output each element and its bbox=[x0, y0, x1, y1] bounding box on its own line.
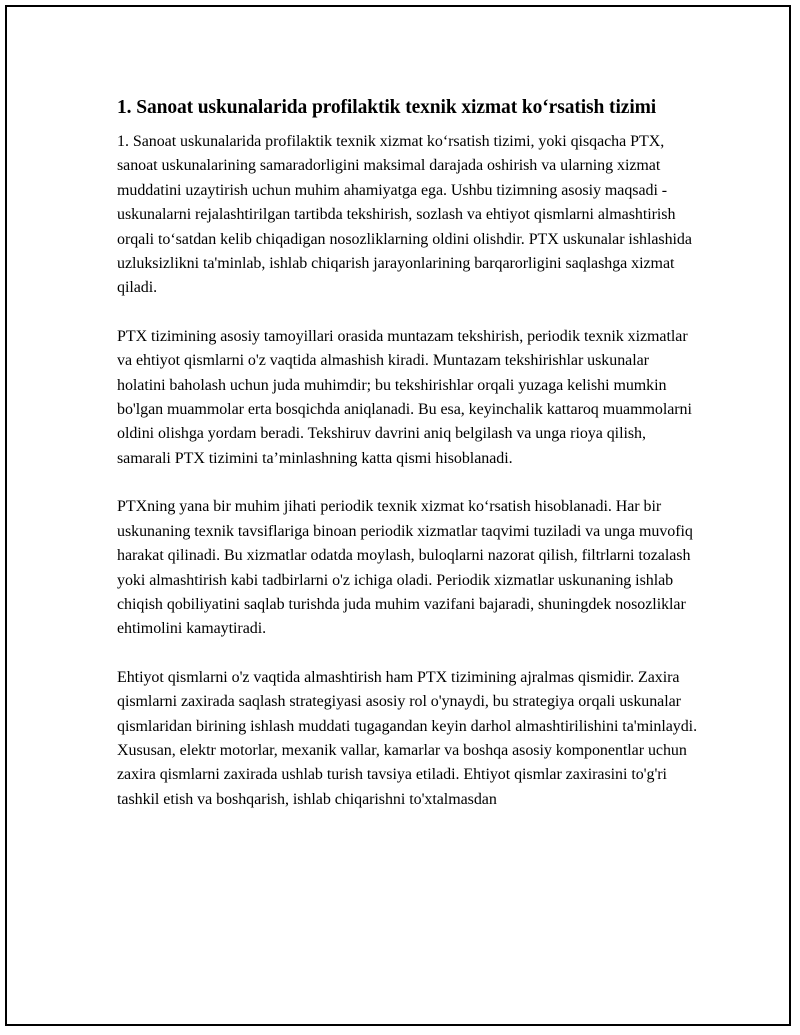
paragraph-3: PTXning yana bir muhim jihati periodik texnik xizmat ko‘rsatish hisoblanadi. Har bir uskunaning texnik tavsiflariga binoan periodik xizmatlar taqvimi tuziladi va unga muvofiq harakat qilinadi. Bu xizmatlar odatda moylash, buloqlarni nazorat qilish, filtrlarni tozalash yoki almashtirish kabi tadbirlarni o'z ichiga oladi. Periodik xizmatlar uskunaning ishlab chiqish qobiliyatini saqlab turishda juda muhim vazifani bajaradi, shuningdek nosozliklar ehtimolini kamaytiradi. bbox=[117, 498, 693, 638]
paragraph-2: PTX tizimining asosiy tamoyillari orasida muntazam tekshirish, periodik texnik xizmatlar va ehtiyot qismlarni o'z vaqtida almashish kiradi. Muntazam tekshirishlar uskunalar holatini baholash uchun juda muhimdir; bu tekshirishlar orqali yuzaga kelishi mumkin bo'lgan muammolar erta bosqichda aniqlanadi. Bu esa, keyinchalik kattaroq muammolarni oldini olishga yordam beradi. Tekshiruv davrini aniq belgilash va unga rioya qilish, samarali PTX tizimini ta’minlashning katta qismi hisoblanadi. bbox=[117, 327, 692, 467]
document-title: 1. Sanoat uskunalarida profilaktik texnik xizmat ko‘rsatish tizimi bbox=[117, 97, 657, 118]
paragraph-4: Ehtiyot qismlarni o'z vaqtida almashtirish ham PTX tizimining ajralmas qismidir. Zaxira qismlarni zaxirada saqlash strategiyasi asosiy rol o'ynaydi, bu strategiya orqali uskunalar qismlaridan birining ishlash muddati tugagandan keyin darhol almashtirilishini ta'minlaydi. Xususan, elektr motorlar, mexanik vallar, kamarlar va boshqa asosiy komponentlar uchun zaxira qismlarni zaxirada ushlab turish tavsiya etiladi. Ehtiyot qismlar zaxirasini to'g'ri tashkil etish va boshqarish, ishlab chiqarishni to'xtalmasdan bbox=[117, 668, 698, 808]
document-body bbox=[117, 94, 697, 836]
paragraph-1: 1. Sanoat uskunalarida profilaktik texnik xizmat ko‘rsatish tizimi, yoki qisqacha PTX, sanoat uskunalarining samaradorligini maksimal darajada oshirish va ularning xizmat muddatini uzaytirish uchun muhim ahamiyatga ega. Ushbu tizimning asosiy maqsadi - uskunalarni rejalashtirilgan tartibda tekshirish, sozlash va ehtiyot qismlarni almashtirish orqali to‘satdan kelib chiqadigan nosozliklarning oldini olishdir. PTX uskunalar ishlashida uzluksizlikni ta'minlab, ishlab chiqarish jarayonlarining barqarorligini saqlashga xizmat qiladi. bbox=[117, 133, 692, 297]
